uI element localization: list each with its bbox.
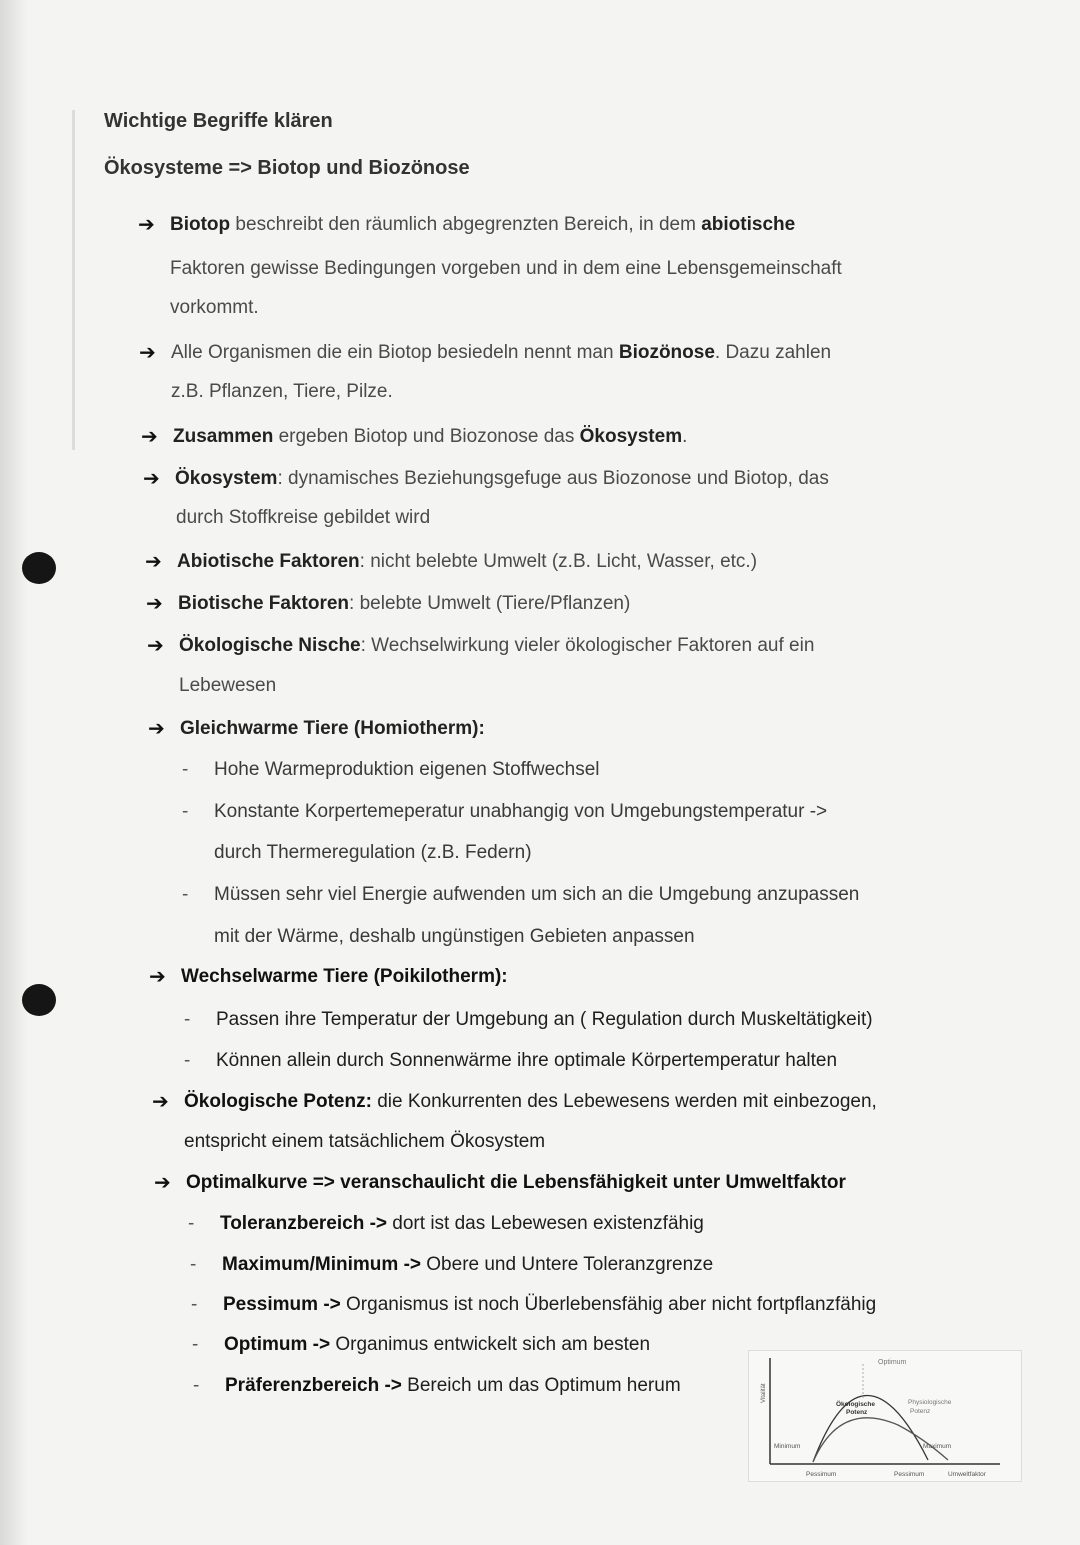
arrow-icon: ➔ xyxy=(147,635,164,657)
arrow-icon: ➔ xyxy=(146,593,163,615)
term: Biotop xyxy=(170,214,231,235)
list-item-wechselwarm xyxy=(149,966,508,988)
continuation-line: Lebewesen xyxy=(179,675,277,696)
list-item-biozoenose: ➔ Alle Organismen die ein Biotop besiedeln nennt man Biozönose. Dazu zahlen xyxy=(139,342,832,364)
term: Ökologische Potenz: xyxy=(184,1091,372,1112)
term: Präferenzbereich -> xyxy=(225,1375,402,1396)
sub-item: - Toleranzbereich -> dort ist das Lebewesen existenzfähig xyxy=(188,1213,704,1234)
term: Optimum -> xyxy=(224,1334,331,1355)
oeko-potenz-label-2: Potenz xyxy=(846,1409,868,1416)
sub-item: - Pessimum -> Organismus ist noch Überlebensfähig aber nicht fortpflanzfähig xyxy=(191,1294,877,1315)
arrow-icon: ➔ xyxy=(138,214,155,236)
list-item-nische: ➔ Ökologische Nische: Wechselwirkung vieler ökologischer Faktoren auf ein xyxy=(147,635,815,657)
phys-potenz-label-1: Physiologische xyxy=(908,1399,952,1406)
dash-bullet: - xyxy=(191,1294,198,1315)
page-title: Wichtige Begriffe klären xyxy=(104,110,333,132)
list-item-potenz: ➔ Ökologische Potenz: die Konkurrenten des Lebewesens werden mit einbezogen, xyxy=(152,1091,877,1113)
list-item-optimalkurve xyxy=(154,1172,846,1194)
dash-bullet: - xyxy=(193,1375,200,1396)
dash-bullet: - xyxy=(182,884,189,905)
term: Biotische Faktoren xyxy=(178,593,350,614)
term: Abiotische Faktoren xyxy=(177,551,360,572)
diagram-frame xyxy=(749,1351,1022,1482)
continuation-line: durch Stoffkreise gebildet wird xyxy=(176,507,431,528)
term: Ökosystem xyxy=(579,426,683,447)
term: abiotische xyxy=(701,214,796,235)
term: Gleichwarme Tiere (Homiotherm): xyxy=(180,718,485,739)
dash-bullet: - xyxy=(188,1213,195,1234)
dash-bullet: - xyxy=(184,1009,191,1030)
term: Toleranzbereich -> xyxy=(220,1213,388,1234)
arrow-icon: ➔ xyxy=(141,426,158,448)
phys-potenz-label-2: Potenz xyxy=(910,1408,931,1415)
list-item-gleichwarm xyxy=(148,718,485,740)
arrow-icon: ➔ xyxy=(148,718,165,740)
maximum-label: Maximum xyxy=(923,1443,952,1450)
dash-bullet: - xyxy=(182,759,189,780)
optimum-curve-diagram xyxy=(748,1350,1022,1482)
list-item-oekosystem: ➔ Ökosystem: dynamisches Beziehungsgefuge aus Biozonose und Biotop, das xyxy=(143,468,829,490)
sub-item: - Maximum/Minimum -> Obere und Untere Toleranzgrenze xyxy=(190,1254,714,1275)
continuation-line: entspricht einem tatsächlichem Ökosystem xyxy=(184,1131,546,1152)
y-axis-label: Vitalität xyxy=(761,1383,767,1403)
sub-item: - Präferenzbereich -> Bereich um das Optimum herum xyxy=(193,1375,681,1396)
term: Ökosystem xyxy=(175,468,278,489)
sub-item: - Hohe Warmeproduktion eigenen Stoffwechsel xyxy=(182,759,600,780)
dash-bullet: - xyxy=(192,1334,199,1355)
term: Maximum/Minimum -> xyxy=(222,1254,421,1275)
arrow-icon: ➔ xyxy=(139,342,156,364)
dash-bullet: - xyxy=(184,1050,191,1071)
term: Biozönose xyxy=(618,342,715,363)
sub-item: - Passen ihre Temperatur der Umgebung an ( Regulation durch Muskeltätigkeit) xyxy=(184,1009,873,1030)
margin-line xyxy=(72,110,75,450)
continuation-line: Faktoren gewisse Bedingungen vorgeben und in dem eine Lebensgemeinschaft xyxy=(170,258,842,279)
oeko-potenz-label-1: Ökologische xyxy=(836,1401,876,1408)
page-subtitle: Ökosysteme => Biotop und Biozönose xyxy=(104,157,470,179)
sub-item: - Können allein durch Sonnenwärme ihre optimale Körpertemperatur halten xyxy=(184,1050,838,1071)
term: Ökologische Nische xyxy=(179,635,361,656)
sub-item: - Optimum -> Organimus entwickelt sich am besten xyxy=(192,1334,651,1355)
sub-item: - Konstante Korpertemeperatur unabhangig von Umgebungstemperatur -> xyxy=(182,801,828,822)
dash-bullet: - xyxy=(190,1254,197,1275)
arrow-icon: ➔ xyxy=(149,966,166,988)
term: Zusammen xyxy=(173,426,274,447)
arrow-icon: ➔ xyxy=(145,551,162,573)
term: Optimalkurve => veranschaulicht die Lebensfähigkeit unter Umweltfaktor xyxy=(186,1172,846,1193)
continuation-line: durch Thermeregulation (z.B. Federn) xyxy=(214,842,532,863)
arrow-icon: ➔ xyxy=(154,1172,171,1194)
continuation-line: z.B. Pflanzen, Tiere, Pilze. xyxy=(171,381,393,402)
page-edge-shadow xyxy=(0,0,28,1545)
continuation-line: vorkommt. xyxy=(170,297,259,318)
list-item-abiotisch: ➔ Abiotische Faktoren: nicht belebte Umwelt (z.B. Licht, Wasser, etc.) xyxy=(145,551,758,573)
continuation-line: mit der Wärme, deshalb ungünstigen Gebieten anpassen xyxy=(214,926,695,947)
dash-bullet: - xyxy=(182,801,189,822)
arrow-icon: ➔ xyxy=(143,468,160,490)
pessimum-left-label: Pessimum xyxy=(806,1471,837,1478)
term: Pessimum -> xyxy=(223,1294,341,1315)
pessimum-right-label: Pessimum xyxy=(894,1471,925,1478)
list-item-biotop: ➔ Biotop beschreibt den räumlich abgegrenzten Bereich, in dem abiotische xyxy=(138,214,796,236)
arrow-icon: ➔ xyxy=(152,1091,169,1113)
punch-hole-top xyxy=(22,552,56,584)
sub-item: - Müssen sehr viel Energie aufwenden um sich an die Umgebung anzupassen xyxy=(182,884,860,905)
punch-hole-bottom xyxy=(22,984,56,1016)
term: Wechselwarme Tiere (Poikilotherm): xyxy=(181,966,508,987)
optimum-label: Optimum xyxy=(878,1359,907,1366)
list-item-zusammen: ➔ Zusammen ergeben Biotop und Biozonose das Ökosystem. xyxy=(141,426,688,448)
list-item-biotisch: ➔ Biotische Faktoren: belebte Umwelt (Tiere/Pflanzen) xyxy=(146,593,631,615)
minimum-label: Minimum xyxy=(774,1443,801,1450)
x-axis-label: Umweltfaktor xyxy=(948,1471,986,1478)
